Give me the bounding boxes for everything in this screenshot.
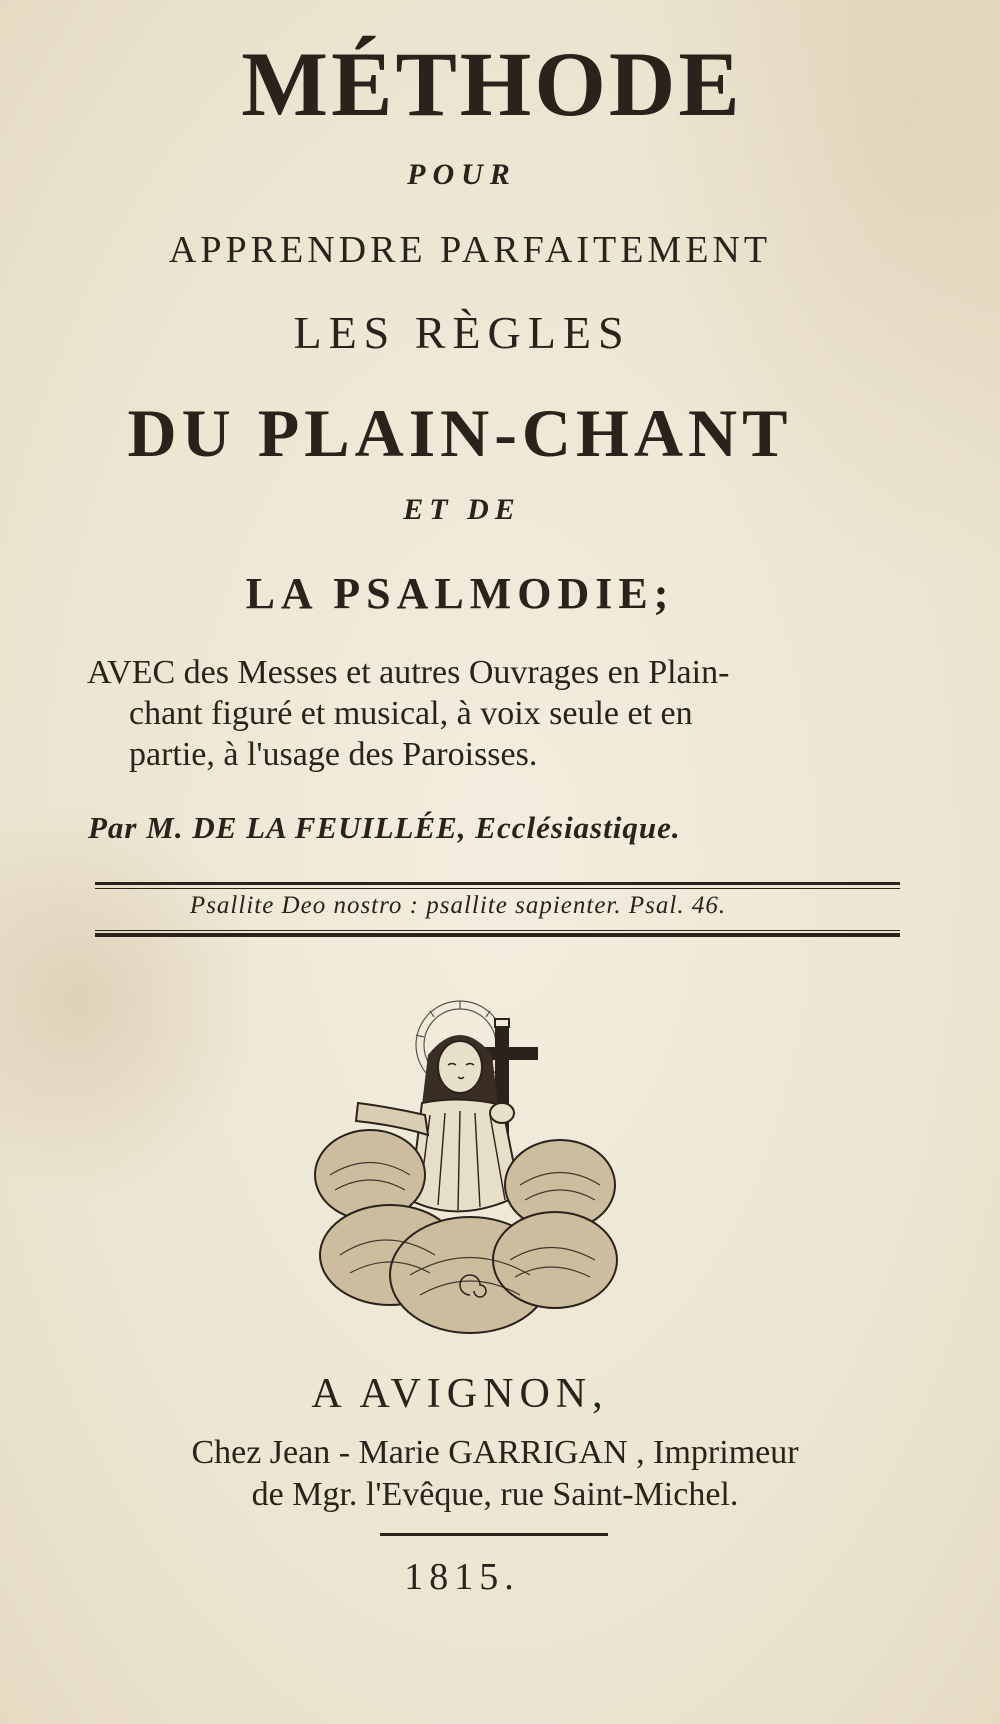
imprint-rule <box>380 1533 608 1536</box>
printer-line-2: de Mgr. l'Evêque, rue Saint-Michel. <box>251 1476 739 1513</box>
imprint-year: 1815. <box>404 1556 520 1598</box>
author-line: Par M. DE LA FEUILLÉE, Ecclésiastique. <box>88 810 681 845</box>
description-block <box>87 652 907 775</box>
printer-line-1: Chez Jean - Marie GARRIGAN , Imprimeur <box>191 1434 799 1471</box>
top-rule-thin <box>95 888 900 889</box>
title-et-de: ET DE <box>403 493 521 526</box>
top-rule <box>95 882 900 885</box>
title-main: MÉTHODE <box>241 33 743 135</box>
description-line-2: chant figuré et musical, à voix seule et en <box>129 695 693 732</box>
title-psalmodie: LA PSALMODIE; <box>245 569 675 618</box>
saint-with-cross-icon <box>310 995 630 1345</box>
motto: Psallite Deo nostro : psallite sapienter. Psal. 46. <box>189 892 727 919</box>
imprint-printer <box>95 1432 895 1516</box>
bottom-rule <box>95 933 900 937</box>
title-pour: POUR <box>407 158 517 191</box>
bottom-rule-thin <box>95 930 900 931</box>
description-line-1: AVEC des Messes et autres Ouvrages en Plain- <box>87 654 730 691</box>
title-apprendre: APPRENDRE PARFAITEMENT <box>168 229 772 271</box>
description-line-3: partie, à l'usage des Paroisses. <box>129 736 538 773</box>
imprint-city: A AVIGNON, <box>311 1371 609 1417</box>
title-plain-chant: DU PLAIN-CHANT <box>127 395 793 471</box>
title-regles: LES RÈGLES <box>293 307 631 358</box>
